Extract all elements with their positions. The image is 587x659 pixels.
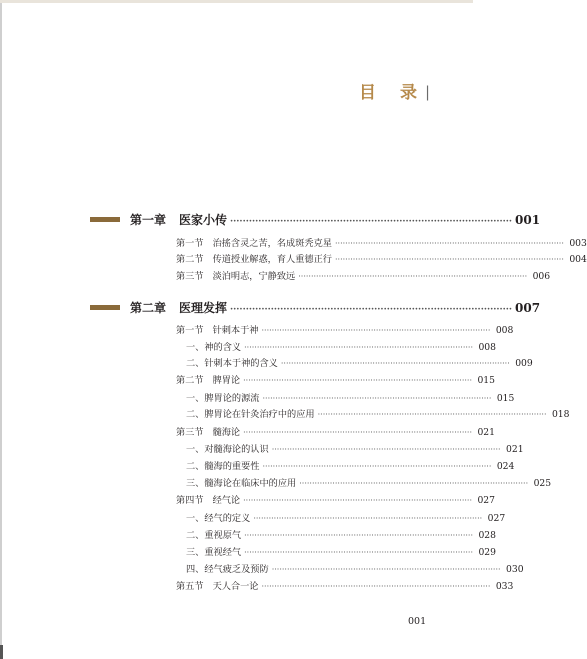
subsection-page-number: 025: [533, 478, 552, 489]
subsection-page-number: 029: [478, 547, 496, 558]
section-number: 第五节: [176, 581, 204, 592]
chapter-title: 医家小传: [179, 213, 228, 227]
section-number: 第二节: [176, 375, 204, 386]
subsection-title: 三、重视经气: [186, 547, 242, 558]
section-number: 第四节: [176, 495, 204, 506]
leader-dots: ··························································································: [261, 582, 491, 591]
subsection-entry[interactable]: [186, 544, 496, 558]
leader-dots: ··························································································: [271, 565, 501, 574]
subsection-title: 一、脾胃论的源流: [186, 393, 260, 404]
chapter-page-number: 001: [515, 213, 541, 227]
chapter-entry[interactable]: [130, 299, 541, 316]
section-entry[interactable]: [176, 235, 587, 249]
leader-dots: ··························································································: [335, 239, 564, 248]
section-page-number: 027: [477, 495, 495, 506]
section-entry[interactable]: [176, 492, 495, 506]
subsection-title: 一、神的含义: [186, 342, 242, 353]
section-number: 第三节: [176, 271, 204, 282]
leader-dots: ··························································································: [261, 326, 491, 335]
section-title: 经气论: [212, 495, 241, 506]
subsection-page-number: 030: [506, 564, 524, 575]
chapter-number: 第一章: [130, 213, 167, 227]
subsection-entry[interactable]: [186, 441, 524, 455]
section-title: 天人合一论: [212, 581, 259, 592]
section-page-number: 004: [569, 254, 587, 265]
leader-dots: ··························································································: [262, 462, 492, 471]
leader-dots: ··························································································: [299, 479, 529, 488]
leader-dots: ··························································································: [243, 428, 472, 437]
section-entry[interactable]: [176, 268, 551, 282]
subsection-page-number: 027: [487, 513, 506, 524]
footer-page-number: 001: [408, 616, 427, 627]
section-title: 传道授业解惑，育人重德正行: [212, 254, 332, 265]
leader-dots: ··························································································: [244, 343, 473, 352]
subsection-title: 一、对髓海论的认识: [186, 444, 269, 455]
subsection-entry[interactable]: [186, 527, 496, 541]
section-title: 淡泊明志，宁静致远: [212, 271, 296, 282]
section-page-number: 015: [477, 375, 495, 386]
section-page-number: 033: [495, 581, 514, 592]
title-char-2: 录: [399, 83, 417, 103]
section-page-number: 021: [477, 427, 495, 438]
section-entry[interactable]: [176, 372, 495, 386]
section-title: 脾胃论: [212, 375, 241, 386]
subsection-title: 四、经气疲乏及预防: [186, 564, 269, 575]
subsection-entry[interactable]: [186, 355, 533, 369]
subsection-entry[interactable]: [186, 406, 570, 420]
section-page-number: 008: [495, 325, 514, 336]
section-page-number: 006: [532, 271, 551, 282]
leader-dots: ··························································································: [230, 217, 513, 227]
subsection-page-number: 018: [551, 409, 570, 420]
section-page-number: 003: [569, 238, 587, 249]
chapter-marker-bar: [90, 305, 120, 310]
leader-dots: ··························································································: [271, 445, 501, 454]
section-entry[interactable]: [176, 322, 514, 336]
subsection-page-number: 024: [496, 461, 515, 472]
leader-dots: ··························································································: [253, 514, 483, 523]
section-title: 髓海论: [212, 427, 241, 438]
subsection-page-number: 028: [478, 530, 496, 541]
subsection-entry[interactable]: [186, 510, 506, 524]
section-number: 第一节: [176, 238, 204, 249]
section-entry[interactable]: [176, 251, 587, 265]
leader-dots: ··························································································: [298, 272, 528, 281]
subsection-page-number: 015: [496, 393, 515, 404]
section-entry[interactable]: [176, 578, 514, 592]
chapter-page-number: 007: [515, 301, 541, 315]
leader-dots: ··························································································: [335, 255, 564, 264]
leader-dots: ··························································································: [243, 496, 472, 505]
section-title: 治搖含灵之苦，名成斑秃克星: [212, 238, 332, 249]
subsection-page-number: 009: [515, 358, 533, 369]
title-char-1: 目: [358, 83, 376, 103]
leader-dots: ··························································································: [244, 548, 473, 557]
subsection-entry[interactable]: [186, 458, 515, 472]
subsection-entry[interactable]: [186, 475, 552, 489]
subsection-page-number: 008: [478, 342, 496, 353]
section-number: 第二节: [176, 254, 204, 265]
section-entry[interactable]: [176, 424, 495, 438]
subsection-entry[interactable]: [186, 390, 515, 404]
subsection-title: 二、髓海的重要性: [186, 461, 260, 472]
subsection-entry[interactable]: [186, 339, 496, 353]
section-title: 针刺本于神: [212, 325, 259, 336]
leader-dots: ··························································································: [262, 394, 492, 403]
leader-dots: ··························································································: [317, 410, 547, 419]
section-number: 第一节: [176, 325, 204, 336]
chapter-entry[interactable]: [130, 211, 541, 228]
subsection-title: 一、经气的定义: [186, 513, 251, 524]
corner-mark: [0, 645, 3, 659]
leader-dots: ··························································································: [280, 359, 510, 368]
leader-dots: ··························································································: [243, 376, 472, 385]
subsection-title: 二、针刺本于神的含义: [186, 358, 278, 369]
leader-dots: ··························································································: [230, 305, 513, 315]
chapter-title: 医理发挥: [179, 301, 228, 315]
chapter-marker-bar: [90, 217, 120, 222]
title-separator: |: [424, 83, 430, 101]
subsection-title: 二、重视原气: [186, 530, 242, 541]
subsection-title: 三、髓海论在临床中的应用: [186, 478, 297, 489]
subsection-page-number: 021: [506, 444, 524, 455]
subsection-entry[interactable]: [186, 561, 524, 575]
chapter-number: 第二章: [130, 301, 167, 315]
leader-dots: ··························································································: [244, 531, 473, 540]
section-number: 第三节: [176, 427, 204, 438]
subsection-title: 二、脾胃论在针灸治疗中的应用: [186, 409, 315, 420]
